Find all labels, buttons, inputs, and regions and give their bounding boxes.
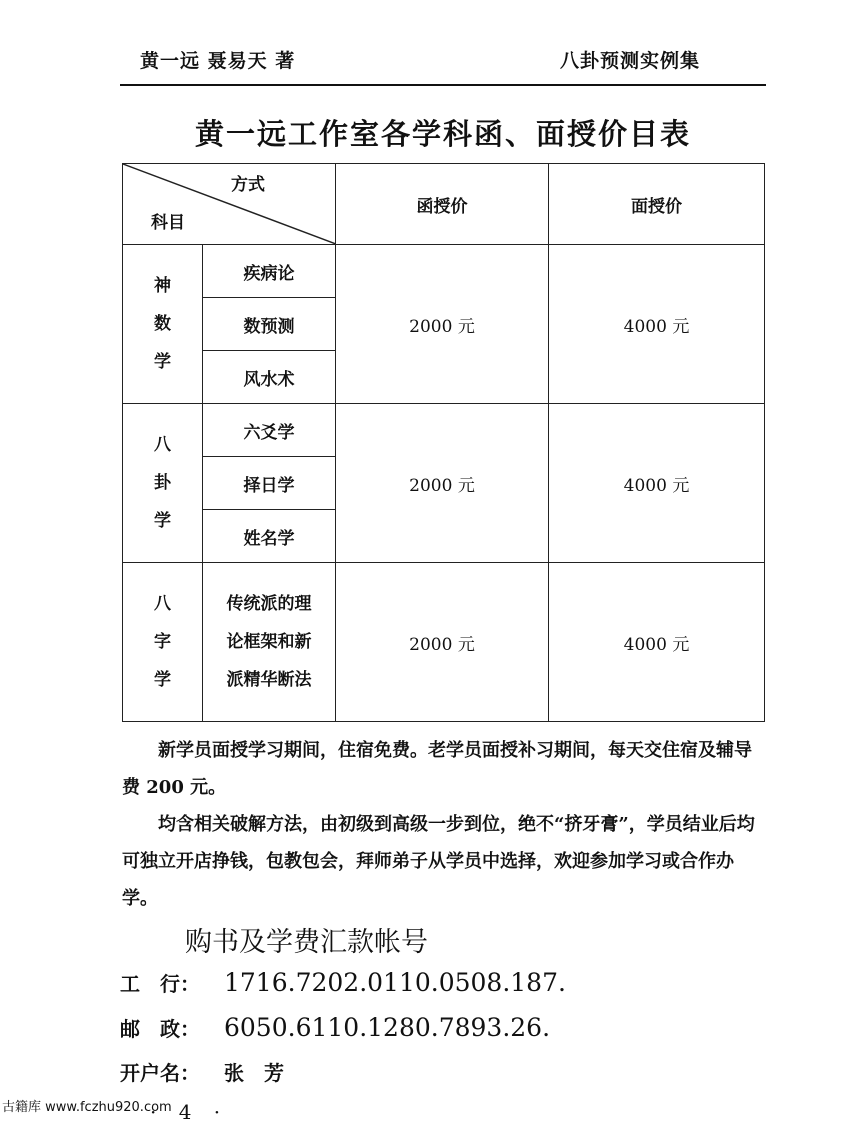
watermark-site: 古籍库 www.fczhu920.com: [2, 1100, 172, 1115]
subject-cell-long: [203, 563, 336, 722]
accounts-title: 购书及学费汇款帐号: [185, 927, 428, 958]
group-name: 八卦学: [154, 435, 171, 531]
header-book-title: 八卦预测实例集: [560, 50, 701, 72]
group-name-cell: [123, 245, 203, 404]
corner-cell: [123, 164, 336, 245]
group-name-cell: [123, 404, 203, 563]
header-rule: [120, 84, 766, 86]
paragraph-methods: [122, 806, 766, 917]
face-price: 4000 元: [549, 563, 765, 722]
post-account: [120, 1013, 550, 1042]
subject-cell: 六爻学: [203, 404, 336, 457]
col-header-face: 面授价: [549, 164, 765, 245]
post-label: 邮 政：: [120, 1017, 200, 1041]
price-table: [122, 163, 765, 722]
subject-cell: 疾病论: [203, 245, 336, 298]
col-header-mail: 函授价: [336, 164, 549, 245]
header-authors: 黄一远 聂易天 著: [140, 50, 296, 72]
page-title: 黄一远工作室各学科函、面授价目表: [194, 117, 691, 151]
account-holder: [120, 1057, 328, 1086]
mail-price: 2000 元: [336, 404, 549, 563]
post-number: 6050.6110.1280.7893.26.: [224, 1013, 551, 1042]
paragraph-accommodation: [122, 732, 766, 806]
bank-number: 1716.7202.0110.0508.187.: [224, 968, 566, 997]
face-price: 4000 元: [549, 245, 765, 404]
holder-name: 张 芳: [224, 1061, 284, 1085]
paragraph-text: 均含相关破解方法，由初级到高级一步到位，绝不“挤牙膏”，学员结业后均可独立开店挣钱，包教包会，拜师弟子从学员中选择，欢迎参加学习或合作办学。: [122, 814, 755, 909]
group-name-cell: [123, 563, 203, 722]
subject-cell: 数预测: [203, 298, 336, 351]
subject-cell: 风水术: [203, 351, 336, 404]
corner-top-label: 方式: [231, 175, 265, 195]
page-number: · 4 ·: [150, 1100, 229, 1124]
subject-text: 传统派的理论框架和新派精华断法: [226, 594, 312, 690]
bank-label: 工 行：: [120, 972, 200, 996]
subject-cell: 择日学: [203, 457, 336, 510]
group-name: 八字学: [154, 594, 171, 690]
group-name: 神数学: [154, 276, 171, 372]
holder-label: 开户名：: [120, 1061, 200, 1085]
bank-account: [120, 968, 566, 997]
paragraph-text: 新学员面授学习期间，住宿免费。老学员面授补习期间，每天交住宿及辅导费 200 元。: [122, 740, 752, 798]
face-price: 4000 元: [549, 404, 765, 563]
mail-price: 2000 元: [336, 245, 549, 404]
subject-cell: 姓名学: [203, 510, 336, 563]
mail-price: 2000 元: [336, 563, 549, 722]
corner-bottom-label: 科目: [151, 213, 185, 233]
